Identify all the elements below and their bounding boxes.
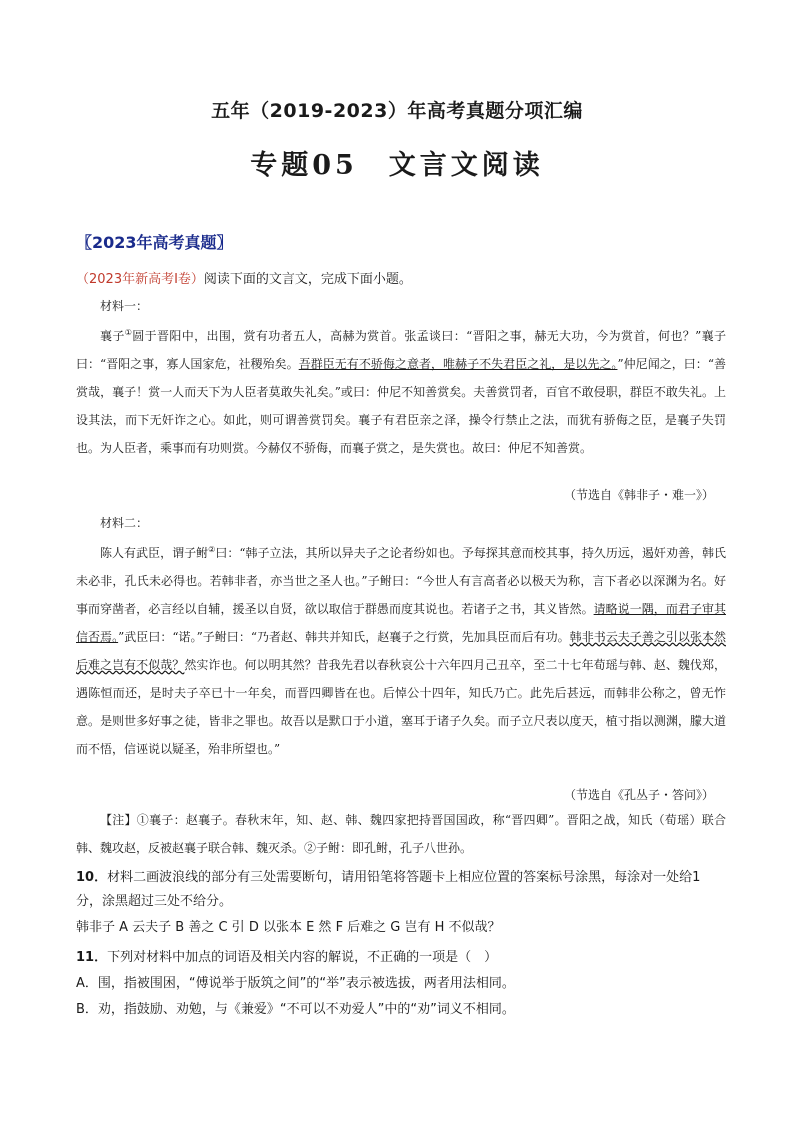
- m1-part-a: 襄子: [100, 329, 125, 343]
- q11-text: 下列对材料中加点的词语及相关内容的解说，不正确的一项是（ ）: [107, 950, 498, 965]
- intro-line: [76, 268, 726, 287]
- m2-part-d: 然实诈也。何以明其然？昔我先君以春秋哀公十六年四月己丑卒，至二十七年荀瑶与韩、赵、魏伐郑，遇陈恒而还，是时夫子卒已十一年矣，而晋四卿皆在也。后悼公十四年，知氏乃亡。此先后甚远，而韩非公称之，曾无怍意。是则世多好事之徒，皆非之罪也。故吾以是默口于小道，塞耳于诸子久矣。而子立尺表以度天，植寸指以测渊，朦大道而不悟，信诬说以疑圣，殆非所望也。”: [76, 658, 726, 756]
- question-11: [76, 946, 726, 970]
- material1-source: （节选自《韩非子・难一》）: [563, 488, 714, 502]
- q11-option-b: B．劝，指鼓励、劝勉，与《兼爱》“不可以不劝爱人”中的“劝”词义不相同。: [76, 1002, 515, 1017]
- section-heading: 〖2023年高考真题〗: [76, 233, 233, 252]
- m2-part-a: 陈人有武臣，谓子鲋: [100, 546, 209, 560]
- m2-part-b: 曰：“韩子立法，其所以异夫子之论者纷如也。予每探其意而校其事，持久历远，遏奸劝善，韩氏未必非，孔氏未必得也。若韩非者，亦当世之圣人也。”子鲋曰：“今世人有言高者必以极天为称，言下者必以深渊为名。好事而穿凿者，必言经以自辅，援圣以自贤，欲以取信于群愚而度其说也。若诸子之书，其义皆然。: [76, 546, 726, 616]
- q11-number: 11．: [76, 950, 108, 965]
- m1-part-c: ”仲尼闻之，曰：“善赏哉，襄子！赏一人而天下为人臣者莫敢失礼矣。”或曰：仲尼不知善赏矣。夫善赏罚者，百官不敢侵职，群臣不敢失礼。上设其法，而下无奸诈之心。如此，则可谓善赏罚矣。襄子有君臣亲之泽，操令行禁止之法，而犹有骄侮之臣，是襄子失罚也。为人臣者，乘事而有功则赏。今赫仅不骄侮，而襄子赏之，是失赏也。故曰：仲尼不知善赏。: [76, 357, 726, 455]
- intro-text: 阅读下面的文言文，完成下面小题。: [203, 272, 412, 287]
- footnote: 【注】①襄子：赵襄子。春秋末年，知、赵、韩、魏四家把持晋国国政，称“晋四卿”。晋阳之战，知氏（荀瑶）联合韩、魏攻赵，反被赵襄子联合韩、魏灭杀。②子鲋：即孔鲋，孔子八世孙。: [76, 813, 726, 855]
- document-title: 五年（2019-2023）年高考真题分项汇编: [211, 100, 583, 122]
- q11-option-a: A．围，指被围困，“傅说举于版筑之间”的“举”表示被选拔，两者用法相同。: [76, 976, 515, 991]
- material2-label: 材料二：: [100, 516, 149, 530]
- q10-options: 韩非子 A 云夫子 B 善之 C 引 D 以张本 E 然 F 后难之 G 岂有 H 不似哉？: [76, 920, 501, 935]
- q10-text: 材料二画波浪线的部分有三处需要断句，请用铅笔将答题卡上相应位置的答案标号涂黑，每涂对一处给1分，涂黑超过三处不给分。: [76, 870, 701, 909]
- material2-source: （节选自《孔丛子・答问》）: [563, 788, 714, 802]
- m2-part-c: ”武臣曰：“诺。”子鲋曰：“乃者赵、韩共并知氏，赵襄子之行赏，先加具臣而后有功。: [118, 630, 570, 644]
- note-marker-1: ①: [124, 328, 133, 337]
- material1-text: [76, 319, 726, 462]
- note-marker-2: ②: [208, 545, 216, 554]
- question-10: [76, 866, 726, 914]
- m1-part-b: 圆于晋阳中，出围，赏有功者五人，高赫为赏首。张孟谈曰：“晋阳之事，赫无大功，今为赏首，何也？”襄子曰：“晋阳之事，寡人国家危，社稷殆矣。: [76, 329, 726, 371]
- m1-underlined: 吾群臣无有不骄侮之意者，唯赫子不失君臣之礼，是以先之。: [298, 357, 618, 371]
- m2-wavy-line: 韩非书云夫子善之引以张本然后难之岂有不似哉？: [76, 630, 726, 672]
- document-subtitle: 专题05 文言文阅读: [250, 150, 544, 181]
- q10-number: 10．: [76, 870, 108, 885]
- material1-label: 材料一：: [100, 299, 149, 313]
- exam-tag: （2023年新高考Ⅰ卷）: [76, 272, 204, 287]
- material2-text: [76, 536, 726, 763]
- m2-underlined-1: 请略说一隅，而君子审其信否焉。: [76, 602, 726, 644]
